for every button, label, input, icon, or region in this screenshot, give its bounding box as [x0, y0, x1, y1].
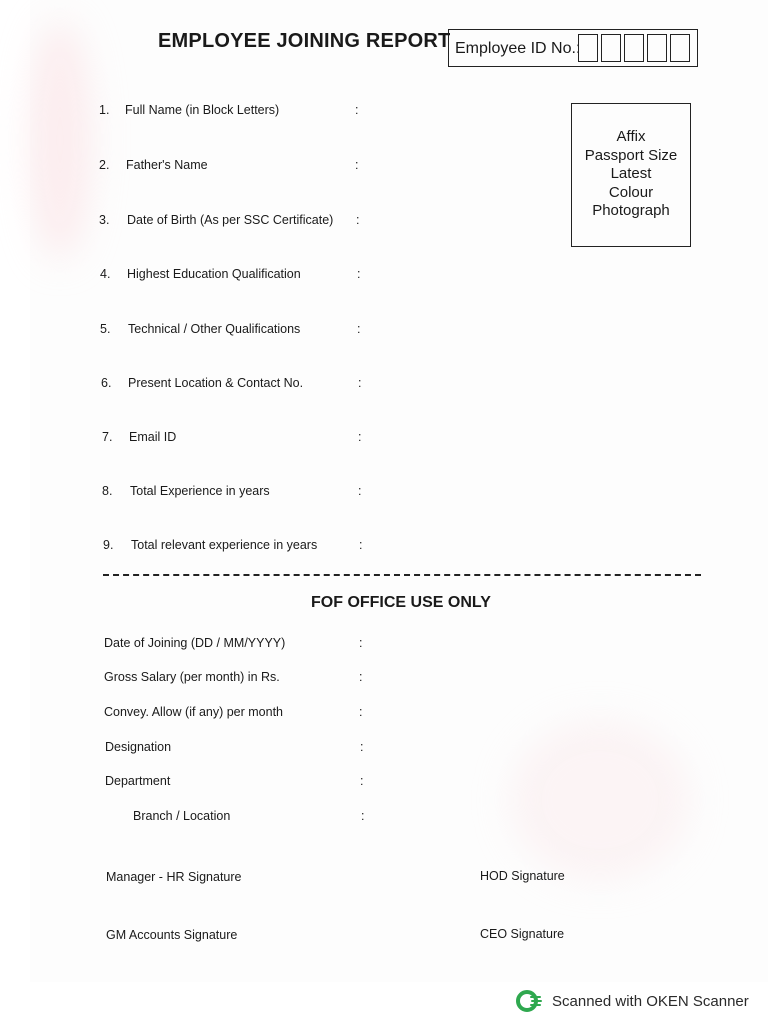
section-divider: [103, 574, 701, 576]
photo-line: Latest: [610, 165, 652, 182]
field-label: Email ID: [129, 430, 177, 444]
field-number: 3.: [99, 213, 110, 227]
office-field-label: Date of Joining (DD / MM/YYYY): [104, 636, 286, 650]
field-label: Full Name (in Block Letters): [125, 103, 280, 117]
employee-id-cell[interactable]: [624, 34, 644, 62]
employee-id-cell[interactable]: [601, 34, 621, 62]
field-number: 6.: [101, 376, 112, 390]
field-colon: :: [360, 774, 364, 788]
field-colon: :: [359, 705, 363, 719]
photo-line: Colour: [608, 183, 654, 201]
field-colon: :: [358, 430, 362, 444]
field-number: 8.: [102, 484, 113, 498]
photo-line: Photograph: [592, 202, 670, 219]
field-number: 9.: [103, 538, 114, 552]
field-colon: :: [358, 484, 362, 498]
field-colon: :: [359, 670, 363, 684]
employee-id-cells: [578, 34, 690, 62]
scanner-watermark: [516, 988, 749, 1014]
field-label: Technical / Other Qualifications: [128, 322, 301, 336]
office-field-label: Designation: [105, 740, 172, 754]
field-label: Highest Education Qualification: [127, 267, 301, 281]
gm-accounts-signature-label: GM Accounts Signature: [106, 928, 238, 942]
ceo-signature-label: CEO Signature: [480, 927, 565, 941]
field-number: 1.: [99, 103, 110, 117]
field-colon: :: [355, 103, 359, 117]
employee-id-cell[interactable]: [647, 34, 667, 62]
office-field-label: Branch / Location: [133, 809, 231, 823]
field-label: Date of Birth (As per SSC Certificate): [127, 213, 334, 227]
form-title: EMPLOYEE JOINING REPORT: [158, 30, 451, 52]
employee-id-cell[interactable]: [670, 34, 690, 62]
field-colon: :: [356, 213, 360, 227]
photo-line: Passport Size: [584, 146, 678, 164]
office-use-title: FOF OFFICE USE ONLY: [311, 594, 491, 611]
photo-box: [571, 103, 691, 247]
field-colon: :: [358, 376, 362, 390]
field-number: 2.: [99, 158, 110, 172]
office-field-label: Convey. Allow (if any) per month: [104, 705, 284, 719]
field-colon: :: [355, 158, 359, 172]
field-colon: :: [360, 740, 364, 754]
employee-id-box: [448, 29, 698, 67]
office-field-label: Department: [105, 774, 171, 788]
field-number: 5.: [100, 322, 111, 336]
oken-scanner-logo-icon: [516, 988, 542, 1014]
field-label: Total relevant experience in years: [131, 538, 318, 552]
field-number: 4.: [100, 267, 111, 281]
field-label: Present Location & Contact No.: [128, 376, 304, 390]
field-colon: :: [357, 267, 361, 281]
employee-id-label: Employee ID No.:: [455, 40, 581, 57]
scanner-text: Scanned with OKEN Scanner: [552, 992, 749, 1010]
field-colon: :: [359, 636, 363, 650]
office-field-label: Gross Salary (per month) in Rs.: [104, 670, 280, 684]
photo-line: Affix: [616, 128, 646, 145]
employee-id-cell[interactable]: [578, 34, 598, 62]
field-label: Father's Name: [126, 158, 208, 172]
field-label: Total Experience in years: [130, 484, 270, 498]
hod-signature-label: HOD Signature: [480, 869, 565, 883]
field-number: 7.: [102, 430, 113, 444]
field-colon: :: [361, 809, 365, 823]
field-colon: :: [357, 322, 361, 336]
field-colon: :: [359, 538, 363, 552]
manager-hr-signature-label: Manager - HR Signature: [106, 870, 242, 884]
